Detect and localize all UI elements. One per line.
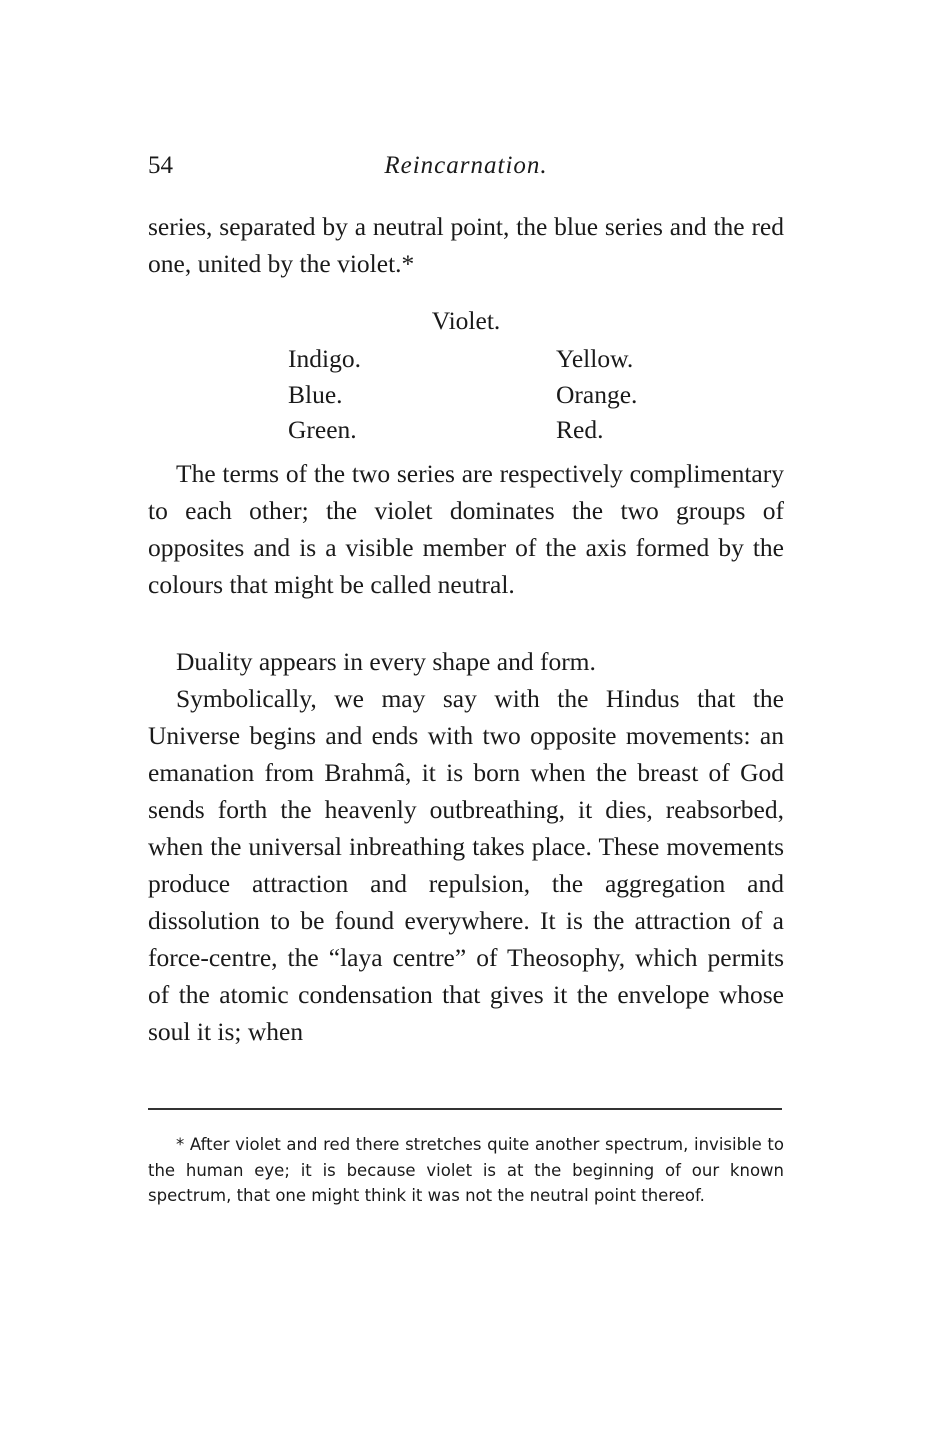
page-number: 54 bbox=[148, 152, 173, 179]
paragraph-terms: The terms of the two series are respectively complimentary to each other; the violet dominates the two groups of opposites and is a visible member of the axis formed by the colours that might be called neutral. bbox=[148, 459, 784, 599]
spectrum-violet: Violet. bbox=[431, 306, 501, 335]
spectrum-red: Red. bbox=[556, 415, 604, 444]
page-header bbox=[148, 152, 784, 192]
spectrum-red-series bbox=[556, 341, 637, 448]
spectrum-blue-series bbox=[288, 341, 361, 448]
footnote-divider bbox=[148, 1108, 782, 1110]
spectrum-table bbox=[148, 303, 784, 443]
paragraph-series: series, separated by a neutral point, the blue series and the red one, united by the violet.* bbox=[148, 212, 784, 278]
paragraph-symbolically: Symbolically, we may say with the Hindus that the Universe begins and ends with two opposite movements: an emanation from Brahmâ, it is born when the breast of God sends forth the heavenly outbreathing, it dies, reabsorbed, when the universal inbreathing takes place. These movements produce attraction and repulsion, the aggregation and dissolution to be found everywhere. It is the attraction of a force-centre, the “laya centre” of Theosophy, which permits of the atomic condensation that gives it the envelope whose soul it is; when bbox=[148, 684, 784, 1046]
spectrum-yellow: Yellow. bbox=[556, 344, 634, 373]
spectrum-green: Green. bbox=[288, 415, 357, 444]
running-title: Reincarnation. bbox=[384, 152, 548, 179]
paragraph-duality: Duality appears in every shape and form. bbox=[176, 647, 596, 676]
spectrum-orange: Orange. bbox=[556, 379, 638, 409]
spectrum-blue: Blue. bbox=[288, 379, 343, 409]
spectrum-indigo: Indigo. bbox=[288, 344, 361, 373]
footnote: * After violet and red there stretches quite another spectrum, invisible to the human eye; it is because violet is at the beginning of our known spectrum, that one might think it was not the neutral point thereof. bbox=[148, 1135, 784, 1205]
